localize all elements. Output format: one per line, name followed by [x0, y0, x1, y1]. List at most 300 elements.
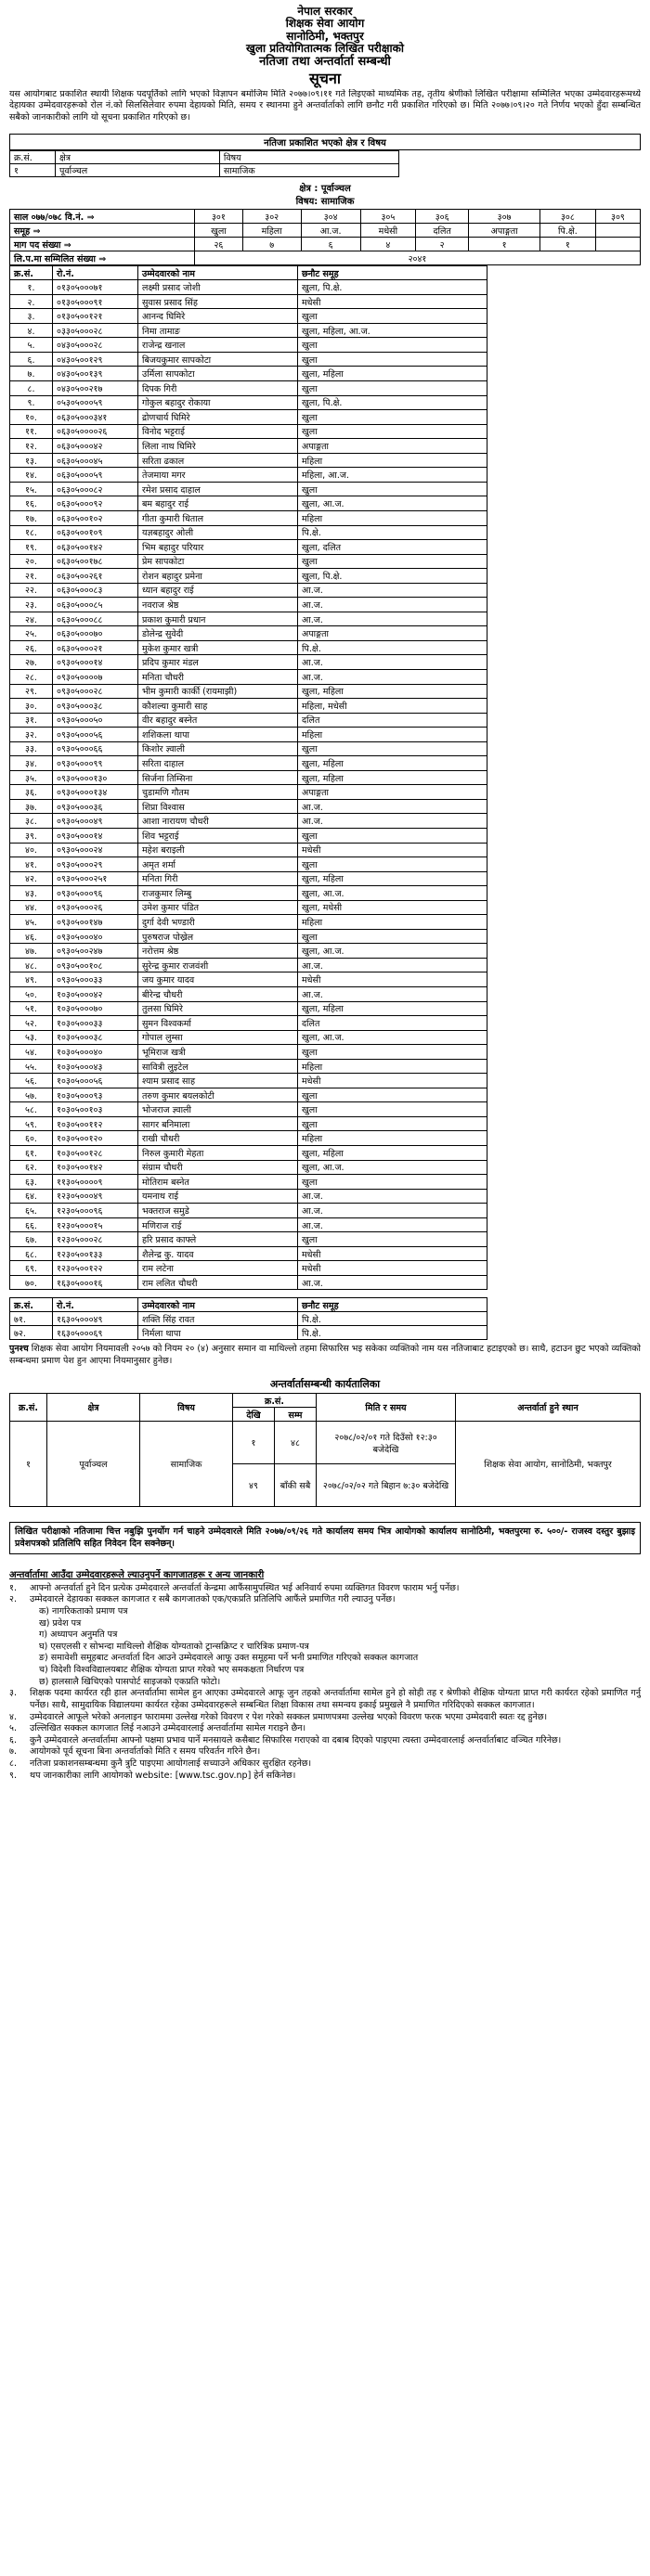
- table-row: [10, 655, 488, 670]
- quota-group: अपाङ्गता: [469, 224, 540, 238]
- instruction-text: छ) हालसालै खिचिएको पासपोर्ट साइजको एकप्रति फोटो।: [39, 1676, 221, 1687]
- table-row: [10, 828, 488, 843]
- table-row: [10, 857, 488, 872]
- serial-number: २७.: [10, 655, 53, 670]
- table-row: [10, 598, 488, 612]
- roll-number: ०६३०५०००५९: [53, 468, 138, 483]
- selection-group: आ.ज.: [298, 799, 488, 814]
- serial-number: ३९.: [10, 828, 53, 843]
- selection-group: खुला, महिला, आ.ज.: [298, 323, 488, 338]
- table-row: [10, 1217, 488, 1232]
- serial-number: २९.: [10, 684, 53, 699]
- serial-number: ५६.: [10, 1074, 53, 1088]
- selection-group: महिला: [298, 728, 488, 742]
- roll-number: ०९३०५०००३६: [53, 799, 138, 814]
- note-bold-label: पुनश्च: [9, 1344, 29, 1355]
- table-row: [10, 309, 488, 324]
- candidate-name: हरि प्रसाद काफ्ले: [138, 1232, 298, 1247]
- instruction-text: घ) एसएलसी र सोभन्दा माथिल्लो शैक्षिक योग्यताको ट्रान्सक्रिप्ट र चारित्रिक प्रमाण-पत्र: [39, 1641, 309, 1652]
- table-row: [10, 958, 488, 972]
- instruction-text: नतिजा प्रकाशनसम्बन्धमा कुनै त्रुटि पाइएमा आयोगलाई सच्याउने अधिकार सुरक्षित रहनेछ।: [30, 1758, 312, 1770]
- selection-group: आ.ज.: [298, 612, 488, 626]
- candidate-name: गोपाल लुम्सा: [138, 1030, 298, 1045]
- schedule-venue: शिक्षक सेवा आयोग, सानोठिमी, भक्तपुर: [456, 1422, 641, 1507]
- table-row: [10, 1001, 488, 1016]
- roll-number: १०३०५०००५६: [53, 1074, 138, 1088]
- instruction-text: ङ) समावेशी समूहबाट अन्तर्वार्ता दिन आउने उम्मेदवारले आफू उक्त समूहमा पर्ने भनी प्रमाणित गरिएको सक्कल कागजात: [39, 1653, 419, 1664]
- roll-number: १०३०५००११२: [53, 1116, 138, 1131]
- schedule-header-subject: विषय: [140, 1394, 233, 1422]
- candidate-name: सिर्जना तिम्सिना: [138, 770, 298, 785]
- schedule-title: अन्तर्वार्तासम्बन्धी कार्यतालिका: [269, 1378, 381, 1391]
- quota-code: ३०९: [595, 210, 640, 224]
- table-row: [10, 669, 488, 684]
- schedule-header-sn: क्र.सं.: [10, 1394, 47, 1422]
- quota-posts: २६: [195, 238, 243, 251]
- table-row: [10, 1146, 488, 1161]
- roll-number: १२३०५००१२२: [53, 1261, 138, 1276]
- serial-number: ८.: [10, 381, 53, 396]
- serial-number: ३०.: [10, 699, 53, 714]
- region-line: क्षेत्र : पूर्वाञ्चल: [299, 184, 351, 195]
- roll-number: ०९३०५०००२४: [53, 843, 138, 857]
- table-row: [10, 1074, 488, 1088]
- quota-group: महिला: [242, 224, 301, 238]
- instruction-item: [9, 1583, 641, 1595]
- candidate-name: प्रकाश कुमारी प्रधान: [138, 612, 298, 626]
- candidate-name: शैलेन्द्र कु. यादव: [138, 1246, 298, 1261]
- serial-number: ६३.: [10, 1175, 53, 1190]
- selection-group: खुला, आ.ज.: [298, 1030, 488, 1045]
- instruction-item: [9, 1758, 641, 1771]
- roll-number: ०६३०५०००२१: [53, 640, 138, 655]
- selection-group: पि.क्षे.: [298, 640, 488, 655]
- serial-number: ३१.: [10, 713, 53, 728]
- roll-number: ०९३०५०००९९: [53, 756, 138, 771]
- quota-posts-row: [10, 238, 641, 251]
- quota-table: [9, 209, 641, 265]
- serial-number: १.: [10, 280, 53, 295]
- selection-group: खुला: [298, 741, 488, 756]
- table-row: [10, 1204, 488, 1218]
- serial-number: ७.: [10, 367, 53, 381]
- schedule-time-2: २०७८/०२/०२ गते बिहान ७:३० बजेदेखि: [317, 1464, 456, 1507]
- table-row: [10, 554, 488, 569]
- roll-number: ०६३०५००००२६: [53, 424, 138, 439]
- roll-number: ०९३०५००१४७: [53, 915, 138, 930]
- instruction-item: [9, 1665, 641, 1677]
- selection-group: खुला: [298, 857, 488, 872]
- candidate-name: निरुल कुमारी मेहता: [138, 1146, 298, 1161]
- candidate-name: सुवास प्रसाद सिंह: [138, 294, 298, 309]
- serial-number: ५.: [10, 338, 53, 353]
- roll-number: ११३०५००००९: [53, 1175, 138, 1190]
- candidate-name: आशा नारायण चौधरी: [138, 814, 298, 829]
- table-row: [10, 424, 488, 439]
- selection-group: आ.ज.: [298, 669, 488, 684]
- exam-type: खुला प्रतियोगितात्मक लिखित परीक्षाको: [246, 42, 404, 56]
- quota-group: [595, 224, 640, 238]
- candidate-name: प्रदिप कुमार मंडल: [138, 655, 298, 670]
- roll-number: ०९३०५००२४७: [53, 944, 138, 959]
- selection-group: खुला: [298, 309, 488, 324]
- candidate-name: सरिता ढकाल: [138, 453, 298, 468]
- quota-group: खुला: [195, 224, 243, 238]
- instruction-item: [9, 1642, 641, 1654]
- serial-number: ४४.: [10, 900, 53, 915]
- quota-group: दलित: [416, 224, 469, 238]
- serial-number: ६७.: [10, 1232, 53, 1247]
- schedule-from-1: १: [233, 1422, 275, 1464]
- candidate-name: दुर्गा देवी भण्डारी: [138, 915, 298, 930]
- roll-number: ०९३०५०००५०: [53, 713, 138, 728]
- results-header-sn: क्र.सं.: [10, 266, 53, 280]
- candidate-name: भोजराज ज्ञ्वाली: [138, 1102, 298, 1117]
- notice-header: [0, 0, 650, 87]
- quota-code-row: [10, 210, 641, 224]
- serial-number: ५८.: [10, 1102, 53, 1117]
- selection-group: खुला: [298, 1102, 488, 1117]
- roll-number: ०६३०५०००८२: [53, 482, 138, 496]
- results-body: [10, 280, 488, 1290]
- selection-group: खुला: [298, 929, 488, 944]
- selection-group: मधेसी: [298, 843, 488, 857]
- candidate-name: लक्ष्मी प्रसाद जोशी: [138, 280, 298, 295]
- candidate-name: भिम बहादुर परियार: [138, 540, 298, 555]
- schedule-header-region: क्षेत्र: [47, 1394, 140, 1422]
- table-row: [10, 915, 488, 930]
- selection-group: महिला: [298, 453, 488, 468]
- quota-posts: ७: [242, 238, 301, 251]
- schedule-time-1: २०७८/०२/०१ गते दिउँसो १२:३० बजेदेखि: [317, 1422, 456, 1464]
- serial-number: २३.: [10, 598, 53, 612]
- serial-number: ३६.: [10, 785, 53, 800]
- table-row: [10, 843, 488, 857]
- selection-group: खुला, महिला: [298, 756, 488, 771]
- candidate-name: राम ललित चौधरी: [138, 1275, 298, 1290]
- roll-number: १२३०५०००४९: [53, 1189, 138, 1204]
- roll-number: ०९३०५०००३८: [53, 699, 138, 714]
- selection-group: आ.ज.: [298, 655, 488, 670]
- selection-group: आ.ज.: [298, 598, 488, 612]
- selection-group: खुला, पि.क्षे.: [298, 569, 488, 584]
- area-header-region: क्षेत्र: [56, 151, 220, 164]
- instruction-item: [9, 1594, 641, 1606]
- roll-number: ०४३०५००१३९: [53, 367, 138, 381]
- serial-number: ५५.: [10, 1059, 53, 1074]
- roll-number: ०६३०५००१४२: [53, 540, 138, 555]
- instruction-number: १.: [9, 1582, 17, 1593]
- table-row: [10, 1246, 488, 1261]
- selection-group: अपाङ्गता: [298, 626, 488, 641]
- roll-number: ०६३०५०००८५: [53, 598, 138, 612]
- instruction-item: [9, 1606, 641, 1618]
- instruction-text: क) नागरिकताको प्रमाण पत्र: [39, 1605, 128, 1616]
- quota-posts: ६: [301, 238, 360, 251]
- roll-number: ०४३०५००२१७: [53, 381, 138, 396]
- candidate-name: सुरेन्द्र कुमार राजवंशी: [138, 958, 298, 972]
- schedule-header-from: देखि: [233, 1408, 275, 1422]
- quota-code: ३०६: [416, 210, 469, 224]
- serial-number: १५.: [10, 482, 53, 496]
- selection-group: खुला, आ.ज.: [298, 886, 488, 901]
- selection-group: मधेसी: [298, 1074, 488, 1088]
- table-row: [10, 871, 488, 886]
- schedule-header-venue: अन्तर्वार्ता हुने स्थान: [456, 1394, 641, 1422]
- serial-number: २६.: [10, 640, 53, 655]
- quota-combined-row: [10, 251, 641, 265]
- table-row: [10, 799, 488, 814]
- roll-number: १०३०५००१२०: [53, 1131, 138, 1146]
- instruction-text: च) विदेशी विश्वविद्यालयबाट शैक्षिक योग्यता प्राप्त गरेको भए समकक्षता निर्धारण पत्र: [39, 1665, 305, 1676]
- quota-code: ३०४: [301, 210, 360, 224]
- serial-number: ४.: [10, 323, 53, 338]
- waitlist-table: [9, 1297, 488, 1340]
- results-table: [9, 265, 488, 1290]
- candidate-name: निमा तामाङ: [138, 323, 298, 338]
- table-row: [10, 381, 488, 396]
- serial-number: ११.: [10, 424, 53, 439]
- area-table: [9, 150, 399, 177]
- candidate-name: मनिता चौधरी: [138, 669, 298, 684]
- roll-number: ०६३०५००१७८: [53, 554, 138, 569]
- recheck-notice-box: लिखित परीक्षाको नतिजामा चित्त नबुझि पुनर्योग गर्न चाहने उम्मेदवारले मिति २०७७/०९/२६ गते कार्यालय समय भित्र आयोगको कार्यालय सानोठिमी, भक्तपुरमा रु. ५००/- राजस्व दस्तुर बुझाइ प्रवेशपत्रको प्रतिलिपि सहित निवेदन दिन सक्नेछन्।: [9, 1522, 641, 1554]
- selection-group: आ.ज.: [298, 583, 488, 598]
- serial-number: ६२.: [10, 1160, 53, 1175]
- selection-group: खुला, आ.ज.: [298, 496, 488, 511]
- quota-group: पि.क्षे.: [540, 224, 595, 238]
- quota-posts-label: माग पद संख्या ⇒: [10, 238, 195, 251]
- schedule-header-range: क्र.सं.: [233, 1394, 317, 1408]
- candidate-name: निर्मला थापा: [138, 1326, 298, 1340]
- serial-number: ३.: [10, 309, 53, 324]
- roll-number: ०६३०५०००४५: [53, 453, 138, 468]
- area-sn: १: [10, 164, 56, 177]
- roll-number: १६३०५०००१६: [53, 1275, 138, 1290]
- roll-number: ०६३०५०००८८: [53, 612, 138, 626]
- serial-number: ५७.: [10, 1088, 53, 1102]
- table-row: [10, 1016, 488, 1031]
- quota-group-row: [10, 224, 641, 238]
- selection-group: खुला: [298, 338, 488, 353]
- table-row: [10, 699, 488, 714]
- instruction-item: [9, 1688, 641, 1711]
- candidate-name: नरोत्तम श्रेष्ठ: [138, 944, 298, 959]
- table-row: [10, 323, 488, 338]
- table-row: [10, 1232, 488, 1247]
- table-row: [10, 785, 488, 800]
- instruction-text: आयोगको पूर्व सूचना बिना अन्तर्वार्ताको मिति र समय परिवर्तन गरिने छैन।: [30, 1746, 261, 1758]
- candidate-name: गीता कुमारी धिताल: [138, 510, 298, 525]
- candidate-name: शक्ति सिंह रावत: [138, 1312, 298, 1326]
- roll-number: ०९३०५०००१४: [53, 655, 138, 670]
- selection-group: खुला, दलित: [298, 540, 488, 555]
- serial-number: ५१.: [10, 1001, 53, 1016]
- selection-group: खुला, महिला: [298, 367, 488, 381]
- selection-group: खुला: [298, 482, 488, 496]
- selection-group: खुला: [298, 424, 488, 439]
- roll-number: ०४३०५००१२९: [53, 352, 138, 367]
- instruction-item: [9, 1677, 641, 1689]
- quota-code: ३०२: [242, 210, 301, 224]
- waitlist-body: [10, 1312, 488, 1340]
- candidate-name: यमनाथ राई: [138, 1189, 298, 1204]
- selection-group: मधेसी: [298, 294, 488, 309]
- table-row: [10, 453, 488, 468]
- selection-group: खुला, पि.क्षे.: [298, 280, 488, 295]
- roll-number: ०१३०५०००९१: [53, 294, 138, 309]
- selection-group: आ.ज.: [298, 987, 488, 1002]
- candidate-name: कौशल्या कुमारी साह: [138, 699, 298, 714]
- instruction-text: उल्लिखित सक्कल कागजात लिई नआउने उम्मेदवारलाई अन्तर्वार्तामा सामेल गराइने छैन।: [30, 1723, 306, 1734]
- candidate-name: प्रेम सापकोटा: [138, 554, 298, 569]
- candidate-name: बिजयकुमार सापकोटा: [138, 352, 298, 367]
- instruction-text: कुनै उम्मेदवारले अन्तर्वार्तामा आफ्नो पक्षमा प्रभाव पार्ने मनसायले कसैबाट सिफारिस गराएको वा दबाब दिएको पाइएमा त्यस्ता उम्मेदवारलाई अन्तर्वार्ताबाट वञ्चित गरिनेछ।: [30, 1734, 562, 1745]
- quota-posts: ४: [360, 238, 415, 251]
- roll-number: १०३०५०००३३: [53, 1016, 138, 1031]
- table-row: [10, 569, 488, 584]
- quota-combined-label: लि.प.मा सम्मिलित संख्या ⇒: [10, 251, 195, 265]
- candidate-name: डोलेन्द्र सुवेदी: [138, 626, 298, 641]
- candidate-name: मणिराज राई: [138, 1217, 298, 1232]
- intro-paragraph: यस आयोगबाट प्रकाशित स्थायी शिक्षक पदपूर्तिको लागि भएको विज्ञापन बमोजिम मिति २०७७।०९।११ गते लिइएको माध्यमिक तह, तृतीय श्रेणीको लिखित परीक्षामा सम्मिलित भएका उम्मेदवारहरूमध्ये देहायका उम्मेदवारहरूको रोल नं.को सिलसिलेवार रुपमा देहायको मिति, समय र स्थानमा हुने अन्तर्वार्ताको लागि छनौट गरी प्रकाशित गरिएको छ। मिति २०७७।०९।२० गते निर्णय भएको हुँदा सम्बन्धित सबैको जानकारीको लागि यो सूचना प्रकाशित गरिएको छ।: [9, 89, 641, 122]
- roll-number: १०३०५०००९३: [53, 1088, 138, 1102]
- table-row: [10, 756, 488, 771]
- candidate-name: मुकेश कुमार खत्री: [138, 640, 298, 655]
- table-row: [10, 1175, 488, 1190]
- candidate-name: रोशन बहादुर प्रमेना: [138, 569, 298, 584]
- selection-group: खुला, महिला: [298, 1146, 488, 1161]
- serial-number: ९.: [10, 395, 53, 410]
- selection-group: खुला, आ.ज.: [298, 944, 488, 959]
- candidate-name: जय कुमार यादव: [138, 972, 298, 987]
- selection-group: खुला: [298, 410, 488, 425]
- serial-number: १६.: [10, 496, 53, 511]
- candidate-name: विनोद भट्टराई: [138, 424, 298, 439]
- table-row: [10, 987, 488, 1002]
- candidate-name: उर्मिला सापकोटा: [138, 367, 298, 381]
- candidate-name: किशोर ज्ञ्वाली: [138, 741, 298, 756]
- quota-code: ३०८: [540, 210, 595, 224]
- candidate-name: वीर बहादुर बस्नेत: [138, 713, 298, 728]
- table-row: [10, 929, 488, 944]
- selection-group: मधेसी: [298, 1246, 488, 1261]
- selection-group: खुला: [298, 381, 488, 396]
- waitlist-header-roll: रो.नं.: [53, 1298, 138, 1312]
- results-header-roll: रो.नं.: [53, 266, 138, 280]
- serial-number: ६४.: [10, 1189, 53, 1204]
- area-header-subject: विषय: [219, 151, 398, 164]
- table-row: [10, 900, 488, 915]
- table-row: [10, 540, 488, 555]
- waitlist-header-group: छनौट समूह: [298, 1298, 488, 1312]
- roll-number: ०९३०५०००१३०: [53, 770, 138, 785]
- table-row: [10, 583, 488, 598]
- candidate-name: राजकुमार लिम्बु: [138, 886, 298, 901]
- note-paragraph: [9, 1344, 641, 1368]
- candidate-name: भक्तराज समुडे: [138, 1204, 298, 1218]
- selection-group: खुला, आ.ज.: [298, 1160, 488, 1175]
- serial-number: ५०.: [10, 987, 53, 1002]
- schedule-to-2: बाँकी सबै: [275, 1464, 317, 1507]
- roll-number: ०१३०५०००७१: [53, 280, 138, 295]
- selection-group: खुला, महिला: [298, 684, 488, 699]
- serial-number: ६०.: [10, 1131, 53, 1146]
- candidate-name: मोतिराम बस्नेत: [138, 1175, 298, 1190]
- table-row: [10, 338, 488, 353]
- selection-group: पि.क्षे.: [298, 525, 488, 540]
- table-row: [10, 713, 488, 728]
- candidate-name: शशिकला थापा: [138, 728, 298, 742]
- table-row: [10, 395, 488, 410]
- roll-number: ०९३०५०००४९: [53, 814, 138, 829]
- selection-group: खुला: [298, 1175, 488, 1190]
- quota-group: मधेसी: [360, 224, 415, 238]
- table-row: [10, 814, 488, 829]
- serial-number: २.: [10, 294, 53, 309]
- candidate-name: सरिता दाहाल: [138, 756, 298, 771]
- serial-number: १२.: [10, 439, 53, 454]
- table-row: [10, 1059, 488, 1074]
- candidate-name: तरुण कुमार बयलकोटी: [138, 1088, 298, 1102]
- serial-number: ५४.: [10, 1045, 53, 1060]
- instruction-number: ८.: [9, 1758, 17, 1770]
- serial-number: ६५.: [10, 1204, 53, 1218]
- instruction-text: थप जानकारीका लागि आयोगको website: [www.tsc.gov.np] हेर्न सकिनेछ।: [30, 1770, 296, 1781]
- selection-group: खुला, महिला: [298, 1001, 488, 1016]
- quota-posts: १: [540, 238, 595, 251]
- instruction-number: ४.: [9, 1711, 17, 1722]
- candidate-name: श्याम प्रसाद साह: [138, 1074, 298, 1088]
- table-row: [10, 612, 488, 626]
- serial-number: ३४.: [10, 756, 53, 771]
- candidate-name: शिव भट्टराई: [138, 828, 298, 843]
- instruction-text: उम्मेदवारले देहायका सक्कल कागजात र सबै कागजातको एक/एकप्रति प्रतिलिपि आफैंले प्रमाणित गरी ल्याउनु पर्नेछ।: [30, 1594, 396, 1605]
- table-row: [10, 496, 488, 511]
- roll-number: १६३०५०००६९: [53, 1326, 138, 1340]
- candidate-name: राम लटेना: [138, 1261, 298, 1276]
- candidate-name: राजेन्द्र खनाल: [138, 338, 298, 353]
- schedule-subject: सामाजिक: [140, 1422, 233, 1507]
- roll-number: ०१३०५००१२१: [53, 309, 138, 324]
- selection-group: खुला: [298, 828, 488, 843]
- roll-number: १०३०५००१४२: [53, 1160, 138, 1175]
- candidate-name: उमेश कुमार पंडित: [138, 900, 298, 915]
- instruction-item: [9, 1723, 641, 1735]
- table-row: [10, 410, 488, 425]
- quota-posts: [595, 238, 640, 251]
- roll-number: १२३०५००१३३: [53, 1246, 138, 1261]
- instruction-text: शिक्षक पदमा कार्यरत रही हाल अन्तर्वार्तामा सामेल हुन आएका उम्मेदवारले आफू जुन तहको अन्तर्वार्तामा सामेल हुने हो सोही तह र श्रेणीको शैक्षिक योग्यता प्राप्त गरी कार्यरत रहेको प्रमाणित गर्नु पर्नेछ। साथै, सामुदायिक विद्यालयमा कार्यरत रहेका उम्मेदवारहरूले सम्बन्धित शिक्षा विकास तथा समन्वय इकाई प्रमुखले नै प्रमाणित गरिदिएको सक्कल कागजात।: [30, 1688, 641, 1710]
- candidate-name: ध्यान बहादुर राई: [138, 583, 298, 598]
- roll-number: ०९३०५०००६६: [53, 741, 138, 756]
- instruction-text: ग) अध्यापन अनुमति पत्र: [39, 1629, 118, 1641]
- table-row: [10, 510, 488, 525]
- serial-number: २०.: [10, 554, 53, 569]
- note-text: शिक्षक सेवा आयोग नियमावली २०५७ को नियम २० (४) अनुसार समान वा माथिल्लो तहमा सिफारिस भइ सकेका व्यक्तिको नाम यस नतिजाबाट हटाइएको छ। साथै, हटाउन छुट भएको व्यक्तिको सम्बन्धमा प्रमाण पेश हुन आएमा नियमानुसार हुनेछ।: [9, 1344, 641, 1367]
- serial-number: ३८.: [10, 814, 53, 829]
- quota-group: आ.ज.: [301, 224, 360, 238]
- candidate-name: गोकुल बहादुर रोकाया: [138, 395, 298, 410]
- area-region: पूर्वाञ्चल: [56, 164, 220, 177]
- candidate-name: राखी चौधरी: [138, 1131, 298, 1146]
- candidate-name: बीरेन्द्र चौधरी: [138, 987, 298, 1002]
- selection-group: आ.ज.: [298, 814, 488, 829]
- waitlist-row: [10, 1312, 488, 1326]
- roll-number: १०३०५०००४०: [53, 1045, 138, 1060]
- serial-number: ४२.: [10, 871, 53, 886]
- roll-number: ०९३०५०००१४: [53, 828, 138, 843]
